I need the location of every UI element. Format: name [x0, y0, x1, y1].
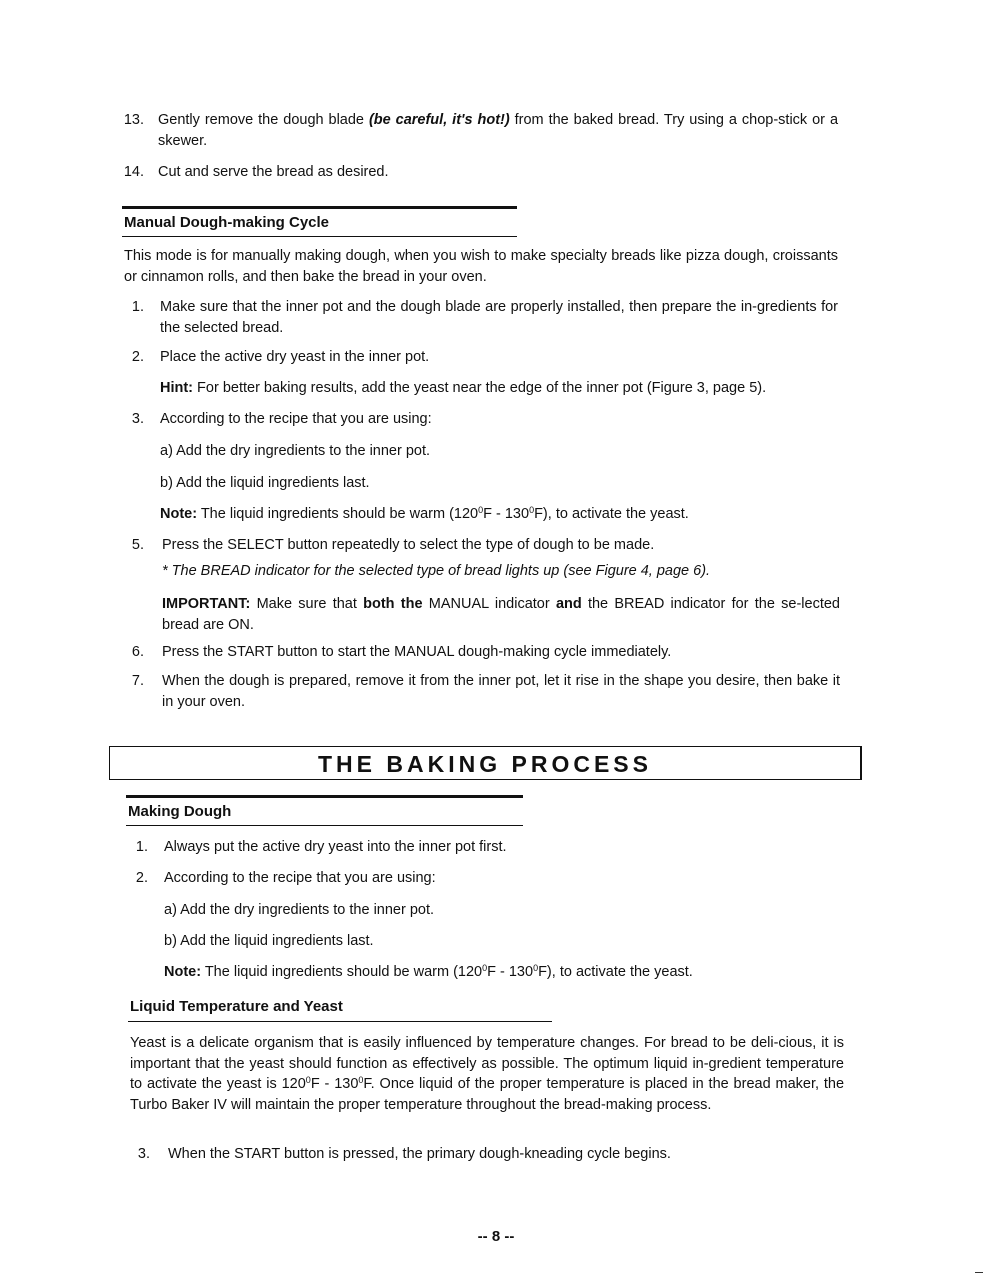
list-number: 7.: [131, 673, 144, 689]
warning-text: (be careful, it's hot!): [368, 112, 510, 128]
heading-rule-bottom: [122, 236, 517, 237]
heading-rule-bottom: [126, 825, 523, 826]
list-number: 6.: [131, 644, 144, 660]
making-step-2a: a) Add the dry ingredients to the inner pot.: [164, 902, 435, 918]
section-heading-liquid: Liquid Temperature and Yeast: [130, 998, 343, 1015]
manual-important: IMPORTANT: Make sure that both the MANUAL indicator and the BREAD indicator for the se-lected bread are ON.: [162, 596, 840, 633]
scan-edge-mark: [975, 1272, 983, 1273]
note-label: Note:: [164, 964, 202, 980]
section-heading-making-dough: Making Dough: [128, 803, 232, 820]
note-label: Note:: [160, 506, 198, 522]
page-number: -- 8 --: [477, 1228, 515, 1245]
list-text: Make sure that the inner pot and the dough blade are properly installed, then prepare the in-gredients for the selected bread.: [160, 299, 838, 336]
manual-hint: Hint: For better baking results, add the yeast near the edge of the inner pot (Figure 3, page 5).: [160, 380, 767, 396]
manual-intro: This mode is for manually making dough, when you wish to make specialty breads like pizza dough, croissants or cinnamon rolls, and then bake the bread in your oven.: [124, 248, 838, 285]
section-title-box: [109, 746, 862, 780]
list-number: 3.: [137, 1146, 150, 1162]
list-text: According to the recipe that you are using:: [160, 411, 432, 427]
list-text: Place the active dry yeast in the inner pot.: [160, 349, 430, 365]
list-number: 14.: [123, 164, 144, 180]
list-text: When the START button is pressed, the primary dough-kneading cycle begins.: [168, 1146, 671, 1162]
list-number: 3.: [131, 411, 144, 427]
section-heading-manual: Manual Dough-making Cycle: [124, 214, 330, 231]
list-number: 2.: [131, 349, 144, 365]
list-text: When the dough is prepared, remove it from the inner pot, let it rise in the shape you desire, then bake it in your oven.: [162, 673, 840, 710]
making-step-2b: b) Add the liquid ingredients last.: [164, 933, 374, 949]
list-number: 1.: [135, 839, 148, 855]
manual-step-3a: a) Add the dry ingredients to the inner pot.: [160, 443, 431, 459]
list-text: According to the recipe that you are using:: [164, 870, 436, 886]
manual-note: Note: The liquid ingredients should be warm $(120^0F - 130^0F)$, to activate the yeast.: [160, 505, 689, 522]
list-text: Gently remove the dough blade (be careful, it's hot!) from the baked bread. Try using a chop-stick or a skewer.: [158, 112, 839, 149]
list-text: Always put the active dry yeast into the inner pot first.: [164, 839, 507, 855]
heading-rule-bottom: [128, 1021, 552, 1022]
section-title: THE BAKING PROCESS: [318, 751, 652, 777]
heading-rule-top: [126, 795, 523, 798]
list-text: Cut and serve the bread as desired.: [158, 164, 389, 180]
list-number: 5.: [131, 537, 144, 553]
list-text: Press the SELECT button repeatedly to select the type of dough to be made.: [162, 537, 655, 553]
manual-star-note: * The BREAD indicator for the selected type of bread lights up (see Figure 4, page 6).: [162, 563, 711, 579]
making-note: Note: The liquid ingredients should be warm $(120^0F - 130^0F)$, to activate the yeast.: [164, 963, 693, 980]
liquid-paragraph: Yeast is a delicate organism that is easily influenced by temperature changes. For bread to be deli-cious, it is important that the yeast should function as effectively as possible. The optimum liquid in-gredient temperature to activate the yeast is $120^0F - 130^0F$. Once liquid of the proper temperature is placed in the bread maker, the Turbo Baker IV will maintain the proper temperature throughout the bread-making process.: [130, 1035, 845, 1113]
heading-rule-top: [122, 206, 517, 209]
list-number: 13.: [123, 112, 144, 128]
list-number: 1.: [131, 299, 144, 315]
manual-step-3b: b) Add the liquid ingredients last.: [160, 475, 370, 491]
list-number: 2.: [135, 870, 148, 886]
list-text: Press the START button to start the MANUAL dough-making cycle immediately.: [162, 644, 672, 660]
important-label: IMPORTANT:: [162, 596, 251, 612]
hint-label: Hint:: [160, 380, 194, 396]
